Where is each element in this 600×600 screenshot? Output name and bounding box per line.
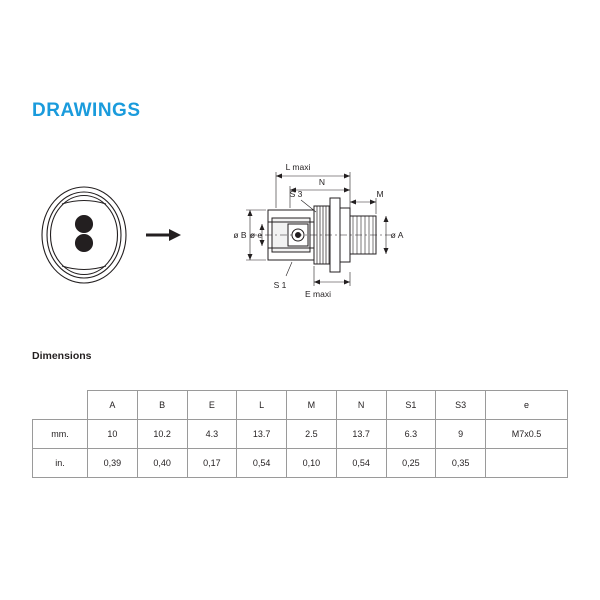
cell-in-l: 0,54 xyxy=(237,449,287,478)
header-cell-m: M xyxy=(287,391,337,420)
callout-n: N xyxy=(318,177,326,187)
dimensions-heading: Dimensions xyxy=(32,350,92,362)
callout-m: M xyxy=(376,189,384,199)
cell-in-s3: 0,35 xyxy=(436,449,486,478)
header-cell-a: A xyxy=(88,391,138,420)
cell-in-e-small xyxy=(486,449,568,478)
cell-in-e: 0,17 xyxy=(187,449,237,478)
header-cell-b: B xyxy=(137,391,187,420)
callout-e-maxi: E maxi xyxy=(305,289,331,299)
page-title: DRAWINGS xyxy=(32,100,141,121)
table-row xyxy=(33,449,568,478)
drawings-area xyxy=(0,150,600,320)
header-cell-e: E xyxy=(187,391,237,420)
drawings-svg xyxy=(0,150,600,320)
callout-l-maxi: L maxi xyxy=(285,162,311,172)
cell-in-m: 0,10 xyxy=(287,449,337,478)
arrow-right-icon xyxy=(146,229,181,241)
header-cell-blank xyxy=(33,391,88,420)
dimensions-table xyxy=(32,390,568,478)
header-cell-l: L xyxy=(237,391,287,420)
callout-s1: S 1 xyxy=(273,280,287,290)
table-header-row xyxy=(33,391,568,420)
cell-mm-a: 10 xyxy=(88,420,138,449)
table-row xyxy=(33,420,568,449)
cell-in-n: 0,54 xyxy=(336,449,386,478)
callout-diameter-a: ø A xyxy=(390,230,404,240)
cell-mm-b: 10.2 xyxy=(137,420,187,449)
header-cell-s1: S1 xyxy=(386,391,436,420)
connector-front-view xyxy=(42,187,126,283)
cell-mm-n: 13.7 xyxy=(336,420,386,449)
callout-s3: S 3 xyxy=(289,189,303,199)
header-cell-s3: S3 xyxy=(436,391,486,420)
cell-mm-e-small: M7x0.5 xyxy=(486,420,568,449)
cell-in-s1: 0,25 xyxy=(386,449,436,478)
header-cell-n: N xyxy=(336,391,386,420)
cell-in-b: 0,40 xyxy=(137,449,187,478)
cell-mm-s3: 9 xyxy=(436,420,486,449)
callout-diameter-b: ø B xyxy=(233,230,247,240)
row-unit-mm: mm. xyxy=(33,420,88,449)
callout-diameter-e: ø e xyxy=(249,230,263,240)
cell-mm-m: 2.5 xyxy=(287,420,337,449)
connector-section-view xyxy=(250,198,392,272)
row-unit-in: in. xyxy=(33,449,88,478)
cell-mm-s1: 6.3 xyxy=(386,420,436,449)
header-cell-e-small: e xyxy=(486,391,568,420)
cell-mm-l: 13.7 xyxy=(237,420,287,449)
cell-mm-e: 4.3 xyxy=(187,420,237,449)
cell-in-a: 0,39 xyxy=(88,449,138,478)
